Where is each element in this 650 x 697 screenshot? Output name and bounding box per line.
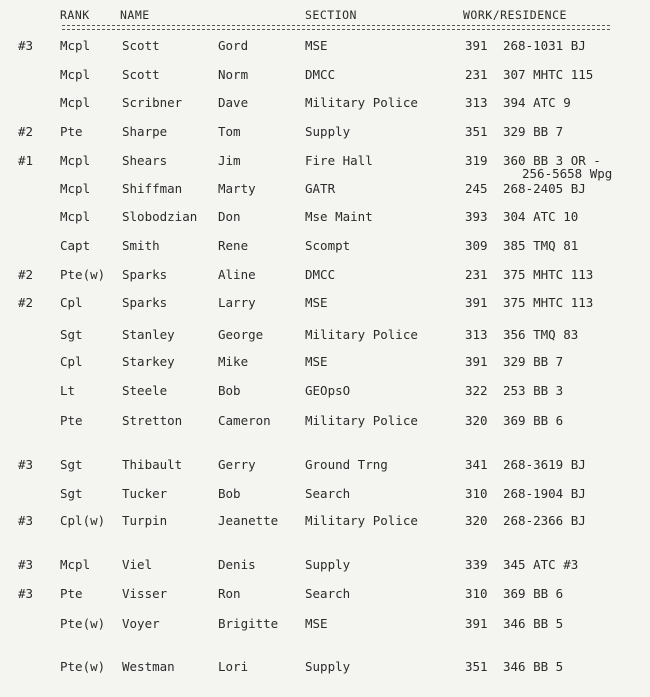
rank-cell: Mcpl (60, 38, 91, 53)
work-number-cell: 319 (465, 153, 488, 168)
last-name-cell: Scott (122, 38, 160, 53)
section-cell: GEOpsO (305, 383, 351, 398)
priority-mark: #3 (18, 457, 34, 472)
priority-mark: #3 (18, 513, 34, 528)
table-row (0, 457, 650, 477)
residence-cell: 253 BB 3 (503, 383, 564, 398)
first-name-cell: Gerry (218, 457, 256, 472)
first-name-cell: Ron (218, 586, 241, 601)
section-cell: Search (305, 486, 351, 501)
table-row (0, 557, 650, 577)
rank-cell: Cpl(w) (60, 513, 106, 528)
work-number-cell: 351 (465, 124, 488, 139)
section-cell: DMCC (305, 67, 336, 82)
table-row (0, 513, 650, 533)
rank-cell: Sgt (60, 486, 83, 501)
table-row (0, 38, 650, 58)
rank-cell: Pte(w) (60, 616, 106, 631)
rank-cell: Pte(w) (60, 659, 106, 674)
header-name: NAME (120, 8, 150, 22)
residence-cell: 385 TMQ 81 (503, 238, 579, 253)
rank-cell: Pte(w) (60, 267, 106, 282)
rank-cell: Sgt (60, 327, 83, 342)
table-row (0, 153, 650, 181)
priority-mark: #2 (18, 124, 34, 139)
last-name-cell: Steele (122, 383, 168, 398)
work-number-cell: 391 (465, 295, 488, 310)
residence-cell: 375 MHTC 113 (503, 267, 594, 282)
first-name-cell: Gord (218, 38, 249, 53)
first-name-cell: Bob (218, 486, 241, 501)
last-name-cell: Turpin (122, 513, 168, 528)
priority-mark: #2 (18, 267, 34, 282)
last-name-cell: Starkey (122, 354, 175, 369)
last-name-cell: Thibault (122, 457, 183, 472)
residence-cell: 268-1031 BJ (503, 38, 586, 53)
work-number-cell: 231 (465, 67, 488, 82)
table-row (0, 95, 650, 115)
last-name-cell: Stretton (122, 413, 183, 428)
last-name-cell: Westman (122, 659, 175, 674)
last-name-cell: Visser (122, 586, 168, 601)
table-row (0, 659, 650, 679)
section-cell: Scompt (305, 238, 351, 253)
residence-cell: 346 BB 5 (503, 659, 564, 674)
work-number-cell: 310 (465, 486, 488, 501)
last-name-cell: Shears (122, 153, 168, 168)
residence-cell: 375 MHTC 113 (503, 295, 594, 310)
last-name-cell: Stanley (122, 327, 175, 342)
first-name-cell: Cameron (218, 413, 271, 428)
work-number-cell: 391 (465, 38, 488, 53)
first-name-cell: Rene (218, 238, 249, 253)
section-cell: Fire Hall (305, 153, 373, 168)
section-cell: Military Police (305, 513, 418, 528)
table-row (0, 67, 650, 87)
work-number-cell: 339 (465, 557, 488, 572)
last-name-cell: Viel (122, 557, 153, 572)
last-name-cell: Tucker (122, 486, 168, 501)
section-cell: Ground Trng (305, 457, 388, 472)
last-name-cell: Shiffman (122, 181, 183, 196)
header-work-residence: WORK/RESIDENCE (463, 8, 567, 22)
section-cell: Military Police (305, 327, 418, 342)
residence-cell: 360 BB 3 OR - (503, 153, 601, 168)
work-number-cell: 322 (465, 383, 488, 398)
residence-cell-continued: 256-5658 Wpg (522, 166, 613, 181)
rank-cell: Mcpl (60, 557, 91, 572)
section-cell: DMCC (305, 267, 336, 282)
rank-cell: Pte (60, 586, 83, 601)
work-number-cell: 310 (465, 586, 488, 601)
residence-cell: 345 ATC #3 (503, 557, 579, 572)
work-number-cell: 320 (465, 513, 488, 528)
rank-cell: Lt (60, 383, 76, 398)
header-section: SECTION (305, 8, 357, 22)
work-number-cell: 391 (465, 354, 488, 369)
section-cell: Military Police (305, 95, 418, 110)
section-cell: Supply (305, 557, 351, 572)
table-row (0, 383, 650, 403)
rank-cell: Mcpl (60, 181, 91, 196)
section-cell: MSE (305, 354, 328, 369)
first-name-cell: Dave (218, 95, 249, 110)
work-number-cell: 351 (465, 659, 488, 674)
first-name-cell: Don (218, 209, 241, 224)
section-cell: Search (305, 586, 351, 601)
rank-cell: Sgt (60, 457, 83, 472)
table-row (0, 209, 650, 229)
table-row (0, 267, 650, 287)
section-cell: MSE (305, 38, 328, 53)
header-rule (62, 25, 610, 30)
residence-cell: 268-1904 BJ (503, 486, 586, 501)
residence-cell: 369 BB 6 (503, 586, 564, 601)
work-number-cell: 341 (465, 457, 488, 472)
section-cell: Supply (305, 659, 351, 674)
work-number-cell: 393 (465, 209, 488, 224)
table-row (0, 295, 650, 315)
residence-cell: 369 BB 6 (503, 413, 564, 428)
first-name-cell: Mike (218, 354, 249, 369)
first-name-cell: Jim (218, 153, 241, 168)
table-row (0, 124, 650, 144)
work-number-cell: 391 (465, 616, 488, 631)
rank-cell: Capt (60, 238, 91, 253)
first-name-cell: Denis (218, 557, 256, 572)
priority-mark: #3 (18, 38, 34, 53)
priority-mark: #1 (18, 153, 34, 168)
priority-mark: #3 (18, 557, 34, 572)
first-name-cell: Marty (218, 181, 256, 196)
work-number-cell: 245 (465, 181, 488, 196)
section-cell: Supply (305, 124, 351, 139)
section-cell: MSE (305, 295, 328, 310)
residence-cell: 268-2366 BJ (503, 513, 586, 528)
rank-cell: Pte (60, 413, 83, 428)
last-name-cell: Sharpe (122, 124, 168, 139)
work-number-cell: 313 (465, 327, 488, 342)
first-name-cell: Norm (218, 67, 249, 82)
residence-cell: 356 TMQ 83 (503, 327, 579, 342)
residence-cell: 268-2405 BJ (503, 181, 586, 196)
work-number-cell: 313 (465, 95, 488, 110)
last-name-cell: Smith (122, 238, 160, 253)
first-name-cell: Larry (218, 295, 256, 310)
work-number-cell: 231 (465, 267, 488, 282)
work-number-cell: 309 (465, 238, 488, 253)
last-name-cell: Voyer (122, 616, 160, 631)
rank-cell: Mcpl (60, 153, 91, 168)
last-name-cell: Sparks (122, 267, 168, 282)
section-cell: Military Police (305, 413, 418, 428)
residence-cell: 268-3619 BJ (503, 457, 586, 472)
first-name-cell: Lori (218, 659, 249, 674)
first-name-cell: Tom (218, 124, 241, 139)
first-name-cell: Aline (218, 267, 256, 282)
last-name-cell: Scribner (122, 95, 183, 110)
residence-cell: 329 BB 7 (503, 354, 564, 369)
priority-mark: #2 (18, 295, 34, 310)
first-name-cell: Brigitte (218, 616, 279, 631)
table-row (0, 238, 650, 258)
first-name-cell: Jeanette (218, 513, 279, 528)
rank-cell: Cpl (60, 354, 83, 369)
residence-cell: 329 BB 7 (503, 124, 564, 139)
residence-cell: 307 MHTC 115 (503, 67, 594, 82)
section-cell: GATR (305, 181, 336, 196)
first-name-cell: Bob (218, 383, 241, 398)
table-row (0, 181, 650, 201)
rank-cell: Mcpl (60, 95, 91, 110)
rank-cell: Mcpl (60, 209, 91, 224)
header-rank: RANK (60, 8, 90, 22)
priority-mark: #3 (18, 586, 34, 601)
first-name-cell: George (218, 327, 264, 342)
rank-cell: Cpl (60, 295, 83, 310)
table-row (0, 413, 650, 433)
section-cell: MSE (305, 616, 328, 631)
last-name-cell: Slobodzian (122, 209, 198, 224)
residence-cell: 394 ATC 9 (503, 95, 571, 110)
last-name-cell: Scott (122, 67, 160, 82)
table-row (0, 327, 650, 347)
residence-cell: 346 BB 5 (503, 616, 564, 631)
section-cell: Mse Maint (305, 209, 373, 224)
table-row (0, 486, 650, 506)
table-row (0, 354, 650, 374)
table-row (0, 616, 650, 636)
rank-cell: Pte (60, 124, 83, 139)
residence-cell: 304 ATC 10 (503, 209, 579, 224)
last-name-cell: Sparks (122, 295, 168, 310)
table-row (0, 586, 650, 606)
work-number-cell: 320 (465, 413, 488, 428)
rank-cell: Mcpl (60, 67, 91, 82)
